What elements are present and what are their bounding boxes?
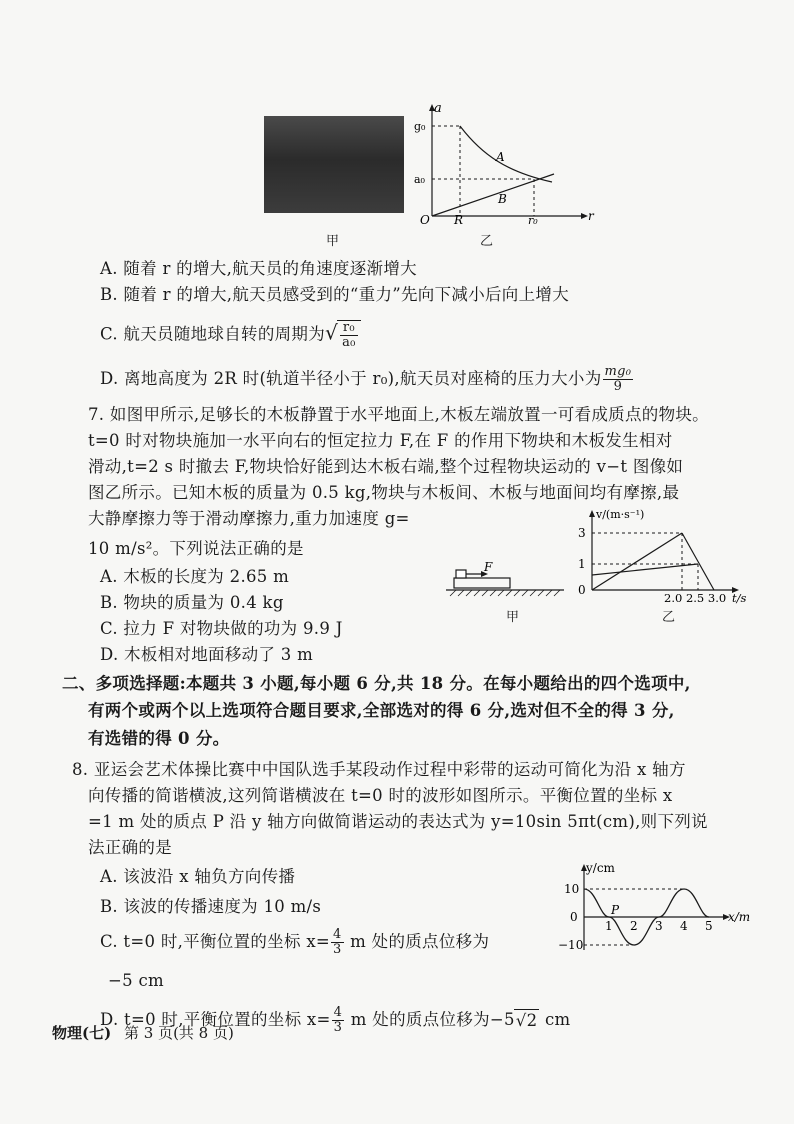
q7-caption-right: 乙 [662,610,676,625]
q7-stem-4: 图乙所示。已知木板的质量为 0.5 kg,物块与木板间、木板与地面间均有摩擦,最 [88,483,680,502]
footer-subject: 物理(七) [52,1024,112,1042]
fig6-graph [412,100,602,225]
q8-wave-x5: 5 [705,919,713,933]
q7-vt-x-ticks: 2.0 2.5 3.0 [664,591,727,604]
q8-wave-axis-y: y/cm [586,861,615,875]
q8-stem-4: 法正确的是 [88,838,172,857]
fig6-curve-A: A [496,150,505,164]
q7-stem-1: 7. 如图甲所示,足够长的木板静置于水平地面上,木板左端放置一可看成质点的物块。 [88,405,709,424]
section2-heading-1: 二、多项选择题:本题共 3 小题,每小题 6 分,共 18 分。在每小题给出的四个选项中, [62,674,691,693]
q8-option-c: C. t=0 时,平衡位置的坐标 x= $\frac{4}{3}$ m 处的质点位移为 [100,927,490,957]
fig6-label-O: O [420,213,430,225]
q7-caption-left: 甲 [506,610,520,625]
q8-stem-1: 8. 亚运会艺术体操比赛中中国队选手某段动作过程中彩带的运动可简化为沿 x 轴方 [72,760,686,779]
q8-option-d: D. t=0 时,平衡位置的坐标 x= $\frac{4}{3}$ m 处的质点位移为−5√2 cm [100,1005,571,1035]
q8-wave-P: P [611,903,620,917]
q8-wave-y0: 0 [570,910,578,924]
fig6-axis-x: r [588,209,594,223]
q7-stem-3: 滑动,t=2 s 时撤去 F,物块恰好能到达木板右端,整个过程物块运动的 v−t 图像如 [88,457,684,476]
q6-option-d: D. 离地高度为 2R 时(轨道半径小于 r₀),航天员对座椅的压力大小为 $\frac{\text{mg₀}}{9}$ [100,364,632,394]
fig6-label-g0: g₀ [414,120,426,133]
section2-heading-3: 有选错的得 0 分。 [88,729,230,748]
fig6-caption-right: 乙 [480,234,494,249]
q7-stem-6: 10 m/s²。下列说法正确的是 [88,539,304,558]
fig6-curve-B: B [498,192,507,206]
q8-stem-3: =1 m 处的质点 P 沿 y 轴方向做简谐运动的表达式为 y=10sin 5πt(cm),则下列说 [88,812,708,831]
q6-option-c: C. 航天员随地球自转的周期为√ $\frac{\text{r₀}}{\text{a₀}}$ [100,320,361,350]
q7-force-label: F [484,562,493,574]
q8-wave-x1: 1 [605,919,613,933]
q8-option-c-line2: −5 cm [108,971,164,990]
q7-option-b: B. 物块的质量为 0.4 kg [100,593,284,612]
q7-stem-2: t=0 时对物块施加一水平向右的恒定拉力 F,在 F 的作用下物块和木板发生相对 [88,431,673,450]
q8-stem-2: 向传播的简谐横波,这列简谐横波在 t=0 时的波形如图所示。平衡位置的坐标 x [88,786,673,805]
footer-page-number: 第 3 页(共 8 页) [123,1024,234,1042]
q6-option-a: A. 随着 r 的增大,航天员的角速度逐渐增大 [100,259,417,278]
q8-wave-axis-x: x/m [728,910,751,924]
q8-wave-graph [556,858,756,958]
q7-board-figure [446,562,566,604]
q8-wave-y10: 10 [564,882,580,896]
q8-wave-x2: 2 [630,919,638,933]
page-footer [52,1022,234,1043]
q8-wave-x4: 4 [680,919,688,933]
fig6-axis-y: a [434,101,442,116]
q7-vt-graph [570,504,760,604]
section2-heading-2: 有两个或两个以上选项符合题目要求,全部选对的得 6 分,选对但不全的得 3 分, [88,701,675,720]
astronaut-photo [264,116,404,213]
q7-option-d: D. 木板相对地面移动了 3 m [100,645,314,664]
fig6-label-R: R [454,213,464,225]
q8-option-b: B. 该波的传播速度为 10 m/s [100,897,322,916]
q7-vt-y3: 3 [578,526,586,540]
q7-option-a: A. 木板的长度为 2.65 m [100,567,290,586]
fig6-caption-left: 甲 [326,234,340,249]
q8-wave-x3: 3 [655,919,663,933]
q7-vt-axis-x: t/s [732,591,747,604]
q6-option-b: B. 随着 r 的增大,航天员感受到的“重力”先向下减小后向上增大 [100,285,570,304]
q8-wave-ym10: −10 [558,938,584,952]
q8-option-a: A. 该波沿 x 轴负方向传播 [100,867,296,886]
q7-vt-y0: 0 [578,583,586,597]
q7-option-c: C. 拉力 F 对物块做的功为 9.9 J [100,619,343,638]
q7-vt-axis-y: v/(m·s⁻¹) [596,508,645,521]
q7-vt-y1: 1 [578,557,586,571]
fig6-label-r0: r₀ [528,214,538,225]
q7-stem-5: 大静摩擦力等于滑动摩擦力,重力加速度 g= [88,509,410,528]
fig6-label-a0: a₀ [414,173,425,186]
